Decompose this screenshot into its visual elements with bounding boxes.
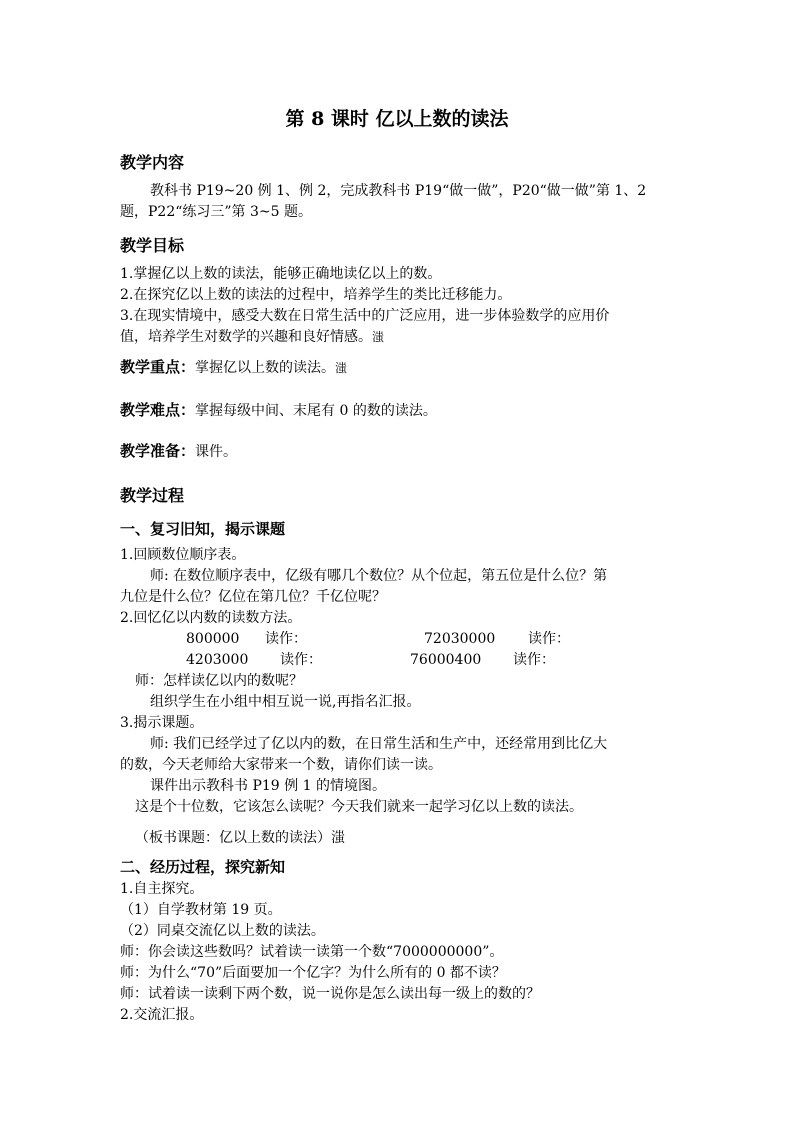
- section-heading-process: 教学过程: [120, 486, 185, 505]
- goal-line-1: 1.掌握亿以上数的读法，能够正确地读亿以上的数。: [120, 266, 442, 282]
- goal-line-3: 3.在现实情境中，感受大数在日常生活中的广泛应用，进一步体验数学的应用价: [120, 308, 610, 324]
- page-title: 第 8 课时 亿以上数的读法: [285, 108, 509, 130]
- part1-heading: 一、复习旧知，揭示课题: [120, 520, 286, 538]
- watermark-glyph: 滍: [335, 361, 348, 375]
- part1-question: 师：怎样读亿以内的数呢？: [135, 673, 303, 689]
- read-as-label: 读作：: [280, 652, 322, 668]
- preparation-text: 课件。: [195, 444, 238, 460]
- part1-step-2: 2.回忆亿以内数的读数方法。: [120, 610, 302, 626]
- goal-line-4-text: 值，培养学生对数学的兴趣和良好情感。: [120, 329, 372, 345]
- preparation-label: 教学准备：: [120, 442, 196, 460]
- part1-step-3: 3.揭示课题。: [120, 715, 204, 731]
- difficulty-label: 教学难点：: [120, 401, 196, 419]
- section-heading-goals: 教学目标: [120, 236, 185, 255]
- part2-step-1-line-b: （2）同桌交流亿以上数的读法。: [120, 923, 325, 939]
- read-as-label: 读作：: [265, 631, 307, 647]
- watermark-glyph: 滍: [331, 830, 345, 846]
- part1-step-3-line-d: 这是个十位数，它该怎么读呢？今天我们就来一起学习亿以上数的读法。: [135, 799, 583, 815]
- watermark-glyph: 滍: [372, 330, 385, 344]
- goal-line-4: [120, 327, 384, 347]
- part1-step-1-line-a: 师: 在数位顺序表中，亿级有哪几个数位？从个位起，第五位是什么位？第: [150, 568, 608, 584]
- key-point-text: 掌握亿以上数的读法。: [195, 360, 336, 376]
- part2-heading: 二、经历过程，探究新知: [120, 858, 286, 876]
- board-title-text: （板书课题：亿以上数的读法）: [135, 830, 331, 846]
- part2-step-2: 2.交流汇报。: [120, 1007, 204, 1023]
- part2-question-3: 师：试着读一读剩下两个数，说一说你是怎么读出每一级上的数的？: [120, 986, 540, 1002]
- part1-step-1: 1.回顾数位顺序表。: [120, 547, 246, 563]
- key-point-label: 教学重点：: [120, 358, 196, 376]
- difficulty-point: [120, 400, 437, 421]
- difficulty-text: 掌握每级中间、末尾有 0 的数的读法。: [195, 403, 437, 419]
- number-4203000: 4203000: [186, 652, 249, 668]
- content-line-2: 题，P22“练习三”第 3~5 题。: [120, 204, 312, 220]
- read-as-label: 读作：: [528, 631, 570, 647]
- goal-line-2: 2.在探究亿以上数的读法的过程中，培养学生的类比迁移能力。: [120, 287, 512, 303]
- section-heading-content: 教学内容: [120, 153, 185, 172]
- number-72030000: 72030000: [424, 631, 496, 647]
- read-as-label: 读作：: [513, 652, 555, 668]
- number-76000400: 76000400: [410, 652, 482, 668]
- key-point: [120, 357, 347, 378]
- number-800000: 800000: [186, 631, 240, 647]
- board-title: [135, 828, 345, 848]
- part1-step-3-line-b: 的数，今天老师给大家带来一个数，请你们读一读。: [120, 757, 442, 773]
- part1-step-3-line-a: 师: 我们已经学过了亿以内的数，在日常生活和生产中，还经常用到比亿大: [150, 736, 608, 752]
- part2-question-2: 师：为什么“70”后面要加一个亿字？为什么所有的 0 都不读？: [120, 965, 506, 981]
- preparation: [120, 441, 237, 462]
- part2-question-1: 师：你会读这些数吗？试着读一读第一个数“7000000000”。: [120, 944, 504, 960]
- part1-organize: 组织学生在小组中相互说一说,再指名汇报。: [150, 694, 421, 710]
- part2-step-1-line-a: （1）自学教材第 19 页。: [120, 902, 282, 918]
- part1-step-1-line-b: 九位是什么位？亿位在第几位？千亿位呢？: [120, 589, 386, 605]
- content-line-1: 教科书 P19~20 例 1、例 2，完成教科书 P19“做一做”，P20“做一做”第 1、2: [150, 183, 647, 199]
- part1-step-3-line-c: 课件出示教科书 P19 例 1 的情境图。: [150, 778, 386, 794]
- part2-step-1: 1.自主探究。: [120, 881, 204, 897]
